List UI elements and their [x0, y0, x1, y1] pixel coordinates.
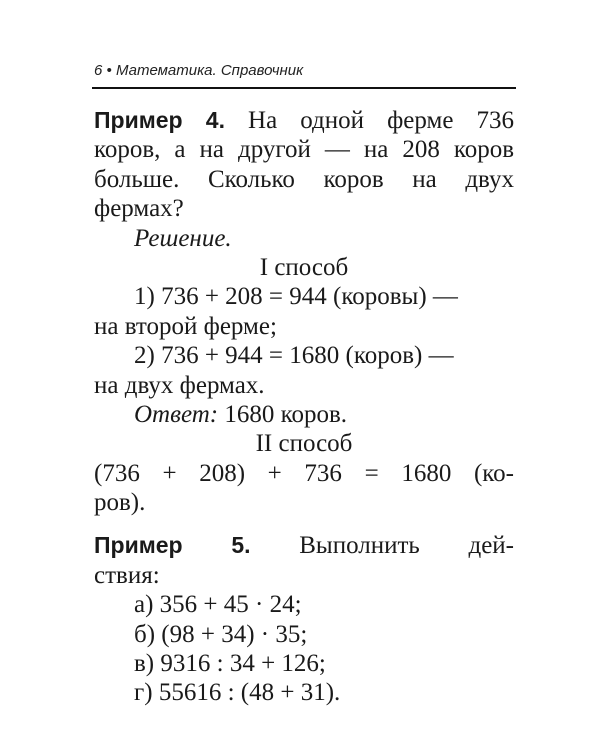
header-rule — [92, 87, 516, 89]
example4-text-line: коров, а на другой — на 208 коров — [94, 136, 514, 164]
answer-label: Ответ: — [134, 400, 219, 428]
running-header — [94, 62, 514, 79]
step-1-cont: на второй ферме; — [94, 312, 277, 340]
method-2-heading: II способ — [255, 430, 353, 458]
answer-line — [94, 400, 514, 429]
example5-text: Выполнить дей- — [299, 532, 514, 560]
example4-label: Пример 4. — [94, 107, 225, 133]
example5-first-line — [94, 531, 514, 560]
expression-line-cont: ров). — [94, 489, 146, 517]
page-body — [94, 106, 514, 708]
answer-value: 1680 коров. — [224, 400, 348, 428]
book-title: Математика. Справочник — [115, 62, 304, 79]
exercise-item: в) 9316 : 34 + 126; — [134, 650, 326, 678]
step-2-cont: на двух фермах. — [94, 371, 265, 399]
example4-text-line: больше. Сколько коров на двух — [94, 165, 514, 193]
exercise-item: г) 55616 : (48 + 31). — [134, 679, 341, 707]
step-1: 1) 736 + 208 = 944 (коровы) — — [134, 283, 458, 311]
example4-first-line — [94, 106, 514, 135]
method-1-heading: I способ — [259, 253, 349, 281]
header-bullet: • — [106, 62, 112, 79]
exercise-item: б) (98 + 34) · 35; — [134, 620, 308, 648]
page-number: 6 — [94, 62, 103, 79]
example5-text-cont: ствия: — [94, 561, 160, 589]
expression-line: (736 + 208) + 736 = 1680 (ко- — [94, 459, 514, 487]
example4-text-line: фермах? — [94, 195, 184, 223]
exercise-item: а) 356 + 45 · 24; — [134, 591, 302, 619]
example5-label: Пример 5. — [94, 532, 251, 559]
example4-text-line: На одной ферме 736 — [248, 107, 514, 134]
step-2: 2) 736 + 944 = 1680 (коров) — — [134, 342, 454, 370]
solution-heading: Решение. — [134, 224, 232, 252]
